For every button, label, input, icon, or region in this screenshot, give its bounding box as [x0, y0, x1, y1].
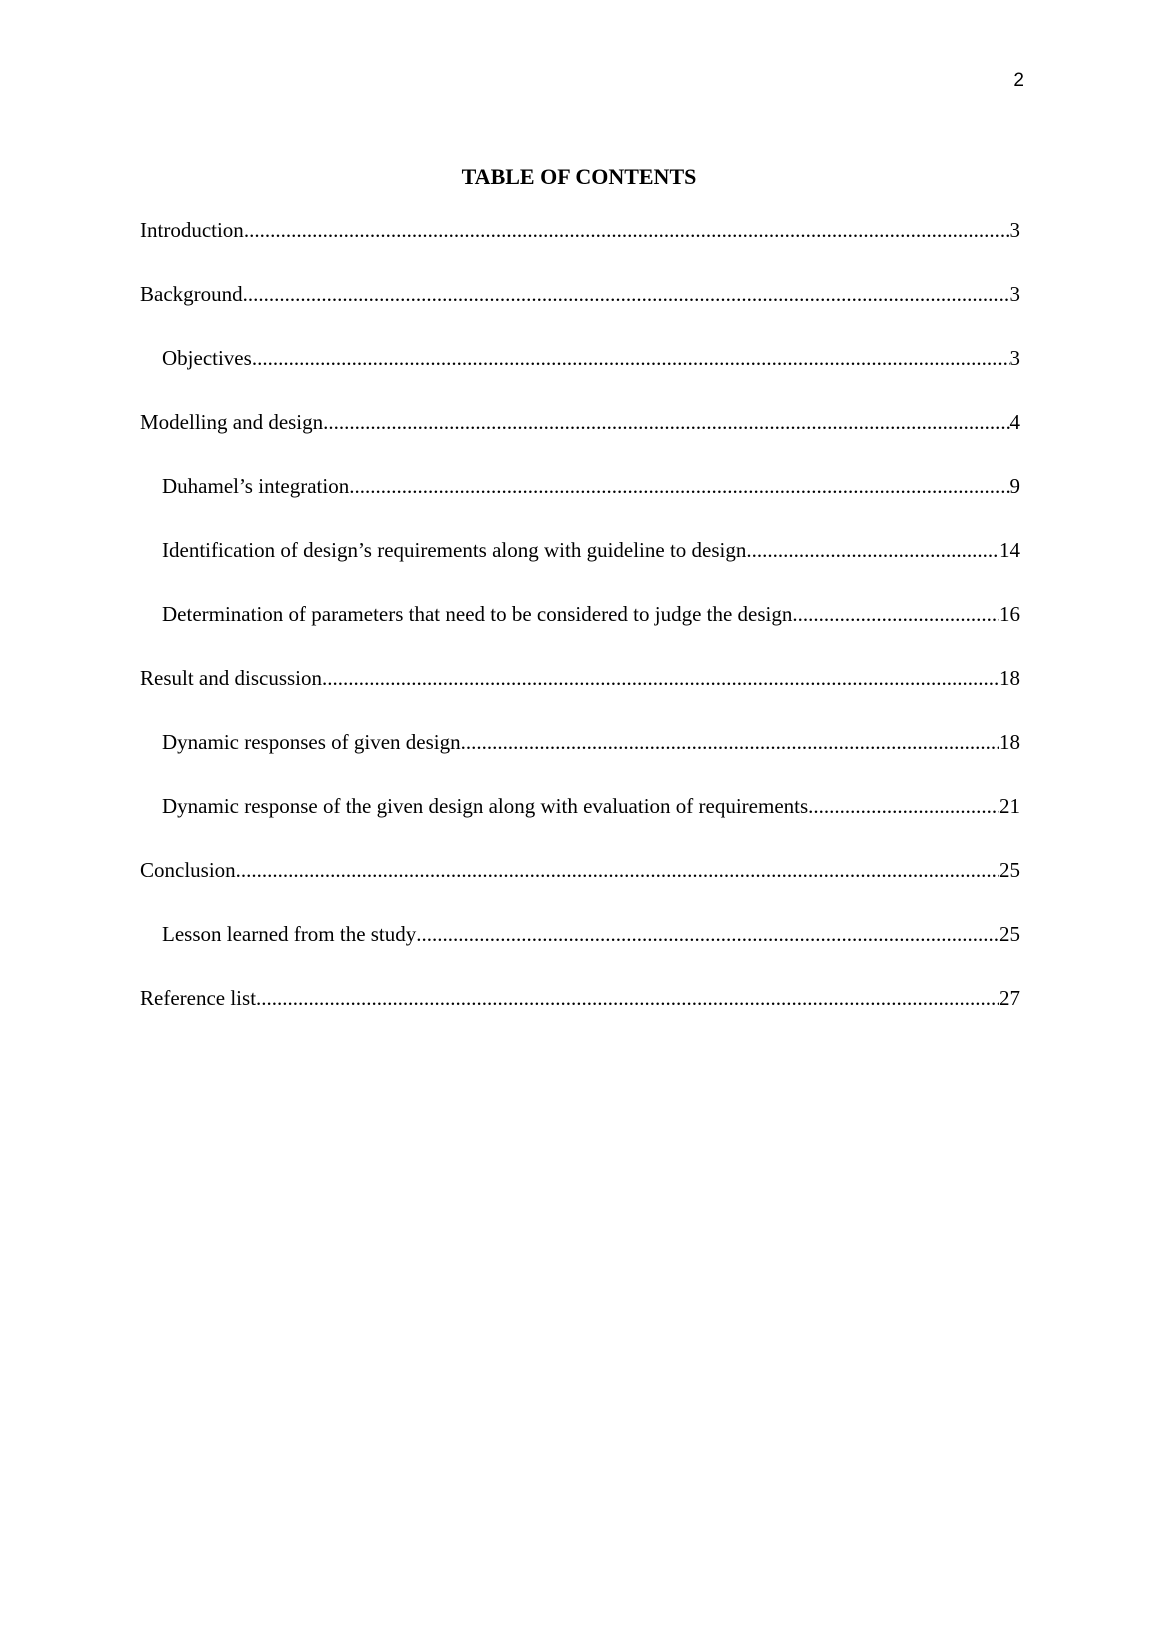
toc-entry-text: Result and discussion [140, 666, 322, 690]
toc-entry-introduction[interactable] [140, 217, 1020, 281]
toc-entry-text: Background [140, 282, 243, 306]
page-number: 2 [1013, 70, 1024, 91]
toc-entry-reference-list[interactable] [140, 985, 1020, 1049]
toc-entry-text: Duhamel’s integration [162, 474, 350, 498]
toc-dot-leader [792, 601, 999, 627]
toc-entry-page: 14 [999, 538, 1020, 562]
toc-entry-conclusion[interactable] [140, 857, 1020, 921]
toc-dot-leader [236, 857, 999, 883]
toc-entry-page: 4 [1009, 410, 1020, 434]
toc-entry-text: Conclusion [140, 858, 236, 882]
toc-dot-leader [746, 537, 999, 563]
toc-title: TABLE OF CONTENTS [461, 164, 697, 189]
toc-entry-text: Modelling and design [140, 410, 324, 434]
toc-dot-leader [243, 281, 1010, 307]
toc-entry-text: Determination of parameters that need to be considered to judge the design [162, 602, 793, 626]
toc-entry-page: 3 [1009, 346, 1020, 370]
toc-entry-background[interactable] [140, 281, 1020, 345]
toc-entry-result-and-discussion[interactable] [140, 665, 1020, 729]
toc-entry-text: Reference list [140, 986, 257, 1010]
toc-entry-page: 27 [999, 986, 1020, 1010]
toc-list [140, 217, 1020, 1049]
toc-entry-text: Objectives [162, 346, 252, 370]
toc-entry-objectives[interactable] [140, 345, 1020, 409]
toc-entry-page: 25 [999, 858, 1020, 882]
toc-entry-dynamic-responses[interactable] [140, 729, 1020, 793]
toc-entry-lesson-learned[interactable] [140, 921, 1020, 985]
toc-entry-dynamic-response-evaluation[interactable] [140, 793, 1020, 857]
toc-entry-text: Identification of design’s requirements along with guideline to design [162, 538, 747, 562]
toc-entry-text: Lesson learned from the study [162, 922, 417, 946]
toc-dot-leader [416, 921, 999, 947]
toc-dot-leader [256, 985, 999, 1011]
toc-entry-page: 18 [999, 666, 1020, 690]
toc-entry-page: 3 [1009, 282, 1020, 306]
toc-entry-page: 9 [1009, 474, 1020, 498]
toc-dot-leader [244, 217, 1010, 243]
toc-entry-identification-of-requirements[interactable] [140, 537, 1020, 601]
toc-entry-modelling-and-design[interactable] [140, 409, 1020, 473]
toc-dot-leader [461, 729, 999, 755]
toc-entry-determination-of-parameters[interactable] [140, 601, 1020, 665]
toc-dot-leader [349, 473, 1009, 499]
toc-dot-leader [808, 793, 999, 819]
toc-dot-leader [323, 409, 1009, 435]
toc-entry-page: 3 [1009, 218, 1020, 242]
toc-entry-text: Dynamic response of the given design along with evaluation of requirements [162, 794, 809, 818]
toc-entry-text: Dynamic responses of given design [162, 730, 461, 754]
toc-entry-duhamels-integration[interactable] [140, 473, 1020, 537]
toc-entry-page: 18 [999, 730, 1020, 754]
toc-entry-text: Introduction [140, 218, 244, 242]
toc-dot-leader [322, 665, 999, 691]
toc-dot-leader [252, 345, 1010, 371]
toc-entry-page: 16 [999, 602, 1020, 626]
toc-entry-page: 25 [999, 922, 1020, 946]
toc-entry-page: 21 [999, 794, 1020, 818]
